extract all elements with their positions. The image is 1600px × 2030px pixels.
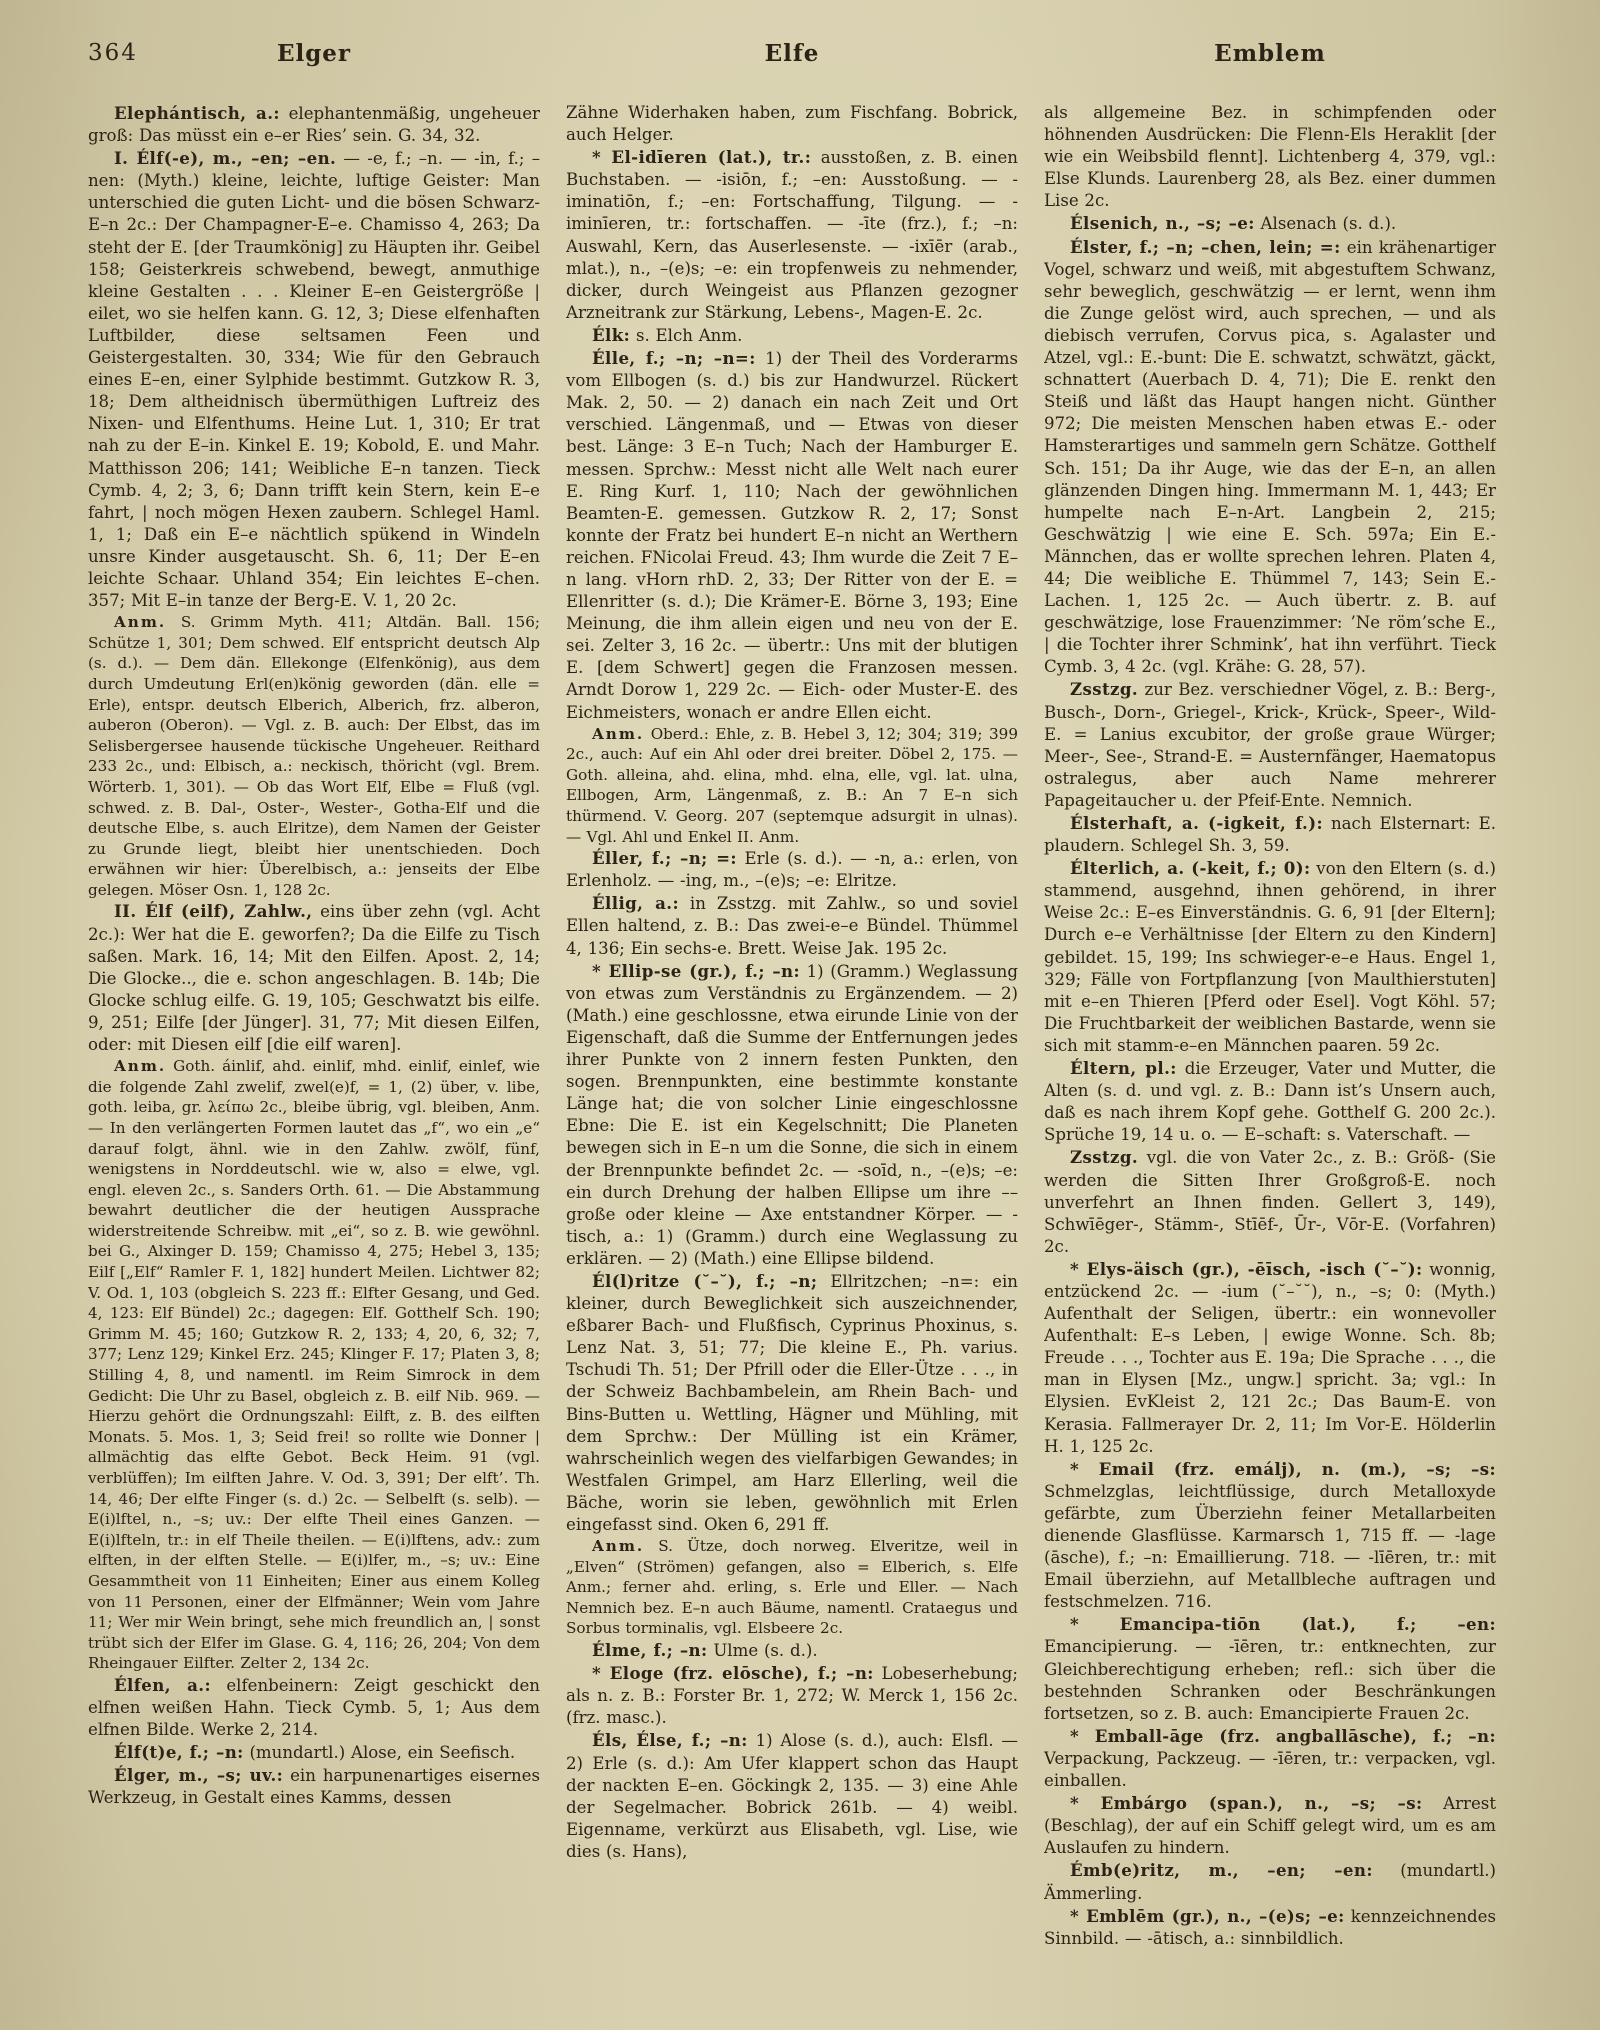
text-columns — [88, 102, 1496, 1992]
dictionary-paragraph: Éller, f.; –n; =: Erle (s. d.). — -n, a.: erlen, von Erlenholz. — -ing, m., –(e)s; –e: Elritze. — [566, 848, 1018, 891]
dictionary-paragraph: * Embárgo (span.), n., –s; –s: Arrest (Beschlag), der auf ein Schiff gelegt wird, um es am Auslaufen zu hindern. — [1044, 1793, 1496, 1858]
entry-headword: * El-idīeren (lat.), tr.: — [592, 147, 812, 168]
dictionary-paragraph: Élterlich, a. (-keit, f.; 0): von den Eltern (s. d.) stammend, ausgehnd, ihnen gehörend, in ihrer Weise 2c.: E–es Einverständnis. G. 6, 91 [der Eltern]; Durch e–e Verhältnisse [der Eltern zu den Kindern] gebildet. 15, 199; Ins schwieger-e–e Haus. Engel 1, 329; Fälle von Fortpflanzung [von Maulthierstuten] mit e–en Thieren [Pferd oder Esel]. Vogt Köhl. 57; Die Fruchtbarkeit der weiblichen Bastarde, wenn sie sich mit stamm-e–en Männchen paaren. 59 2c. — [1044, 858, 1496, 1055]
dictionary-paragraph: Éltern, pl.: die Erzeuger, Vater und Mutter, die Alten (s. d. und vgl. z. B.: Dann ist’s Unsern auch, daß es nach ihrem Kopf gehe. Gotthelf G. 200 2c.). Sprüche 19, 14 u. o. — E–schaft: s. Vaterschaft. — — [1044, 1058, 1496, 1145]
entry-headword: Éller, f.; –n; =: — [592, 848, 737, 869]
entry-headword: Elephántisch, a.: — [114, 103, 280, 123]
dictionary-paragraph: Élsterhaft, a. (-igkeit, f.): nach Elsternart: E. plaudern. Schlegel Sh. 3, 59. — [1044, 813, 1496, 856]
dictionary-paragraph: Élster, f.; –n; –chen, lein; =: ein krähenartiger Vogel, schwarz und weiß, mit abgestuftem Schwanz, sehr beweglich, geschwätzig — er lernt, wenn ihm die Zunge gelöst wird, auch sprechen, — und als diebisch verrufen, Corvus pica, s. Agalaster und Atzel, vgl.: E.-bunt: Die E. schwatzt, schwätzt, gäckt, schnattert (Auerbach D. 4, 71); Die E. renkt den Steiß und läßt das Haupt hangen nicht. Günther 972; Die meisten Menschen haben etwas E.- oder Hamsterartiges und sammeln gern Schätze. Gotthelf Sch. 151; Da ihr Auge, wie das der E–n, an allen glänzenden Dingen hing. Immermann M. 1, 443; Er humpelte nach E–n-Art. Langbein 2, 215; Geschwätzig | wie eine E. Sch. 597a; Ein E.-Männchen, das er wollte sprechen lehren. Platen 4, 44; Die weibliche E. Thümmel 7, 143; Sein E.-Lachen. 1, 125 2c. — Auch übertr. z. B. auf geschwätzige, lose Frauenzimmer: ’Ne röm’sche E., | die Tochter ihrer Schmink’, hat ihn verführt. Tieck Cymb. 3, 4 2c. (vgl. Krähe: G. 28, 57). — [1044, 236, 1496, 677]
entry-headword: Él(l)ritze (˘–˘), f.; –n; — [592, 1270, 818, 1291]
dictionary-paragraph: * Emblēm (gr.), n., –(e)s; –e: kennzeichnendes Sinnbild. — -ātisch, a.: sinnbildlich. — [1044, 1905, 1496, 1948]
dictionary-paragraph: Émb(e)ritz, m., –en; –en: (mundartl.) Ämmerling. — [1044, 1860, 1496, 1903]
entry-headword: Élme, f.; –n: — [592, 1640, 708, 1661]
dictionary-paragraph: Élk: s. Elch Anm. — [592, 324, 743, 345]
entry-headword: II. Élf (eilf), Zahlw., — [114, 901, 313, 922]
dictionary-paragraph: * Email (frz. emálj), n. (m.), –s; –s: Schmelzglas, leichtflüssige, durch Metalloxyde gefärbte, zum Überziehn feiner Metallarbeiten dienende Glasflüsse. Karmarsch 1, 715 ff. — -lage (āsche), f.; –n: Emaillierung. 718. — -līēren, tr.: mit Email überziehn, auf Metallbleche auftragen und festschmelzen. 716. — [1044, 1458, 1496, 1612]
running-head-center: Elfe — [764, 40, 820, 67]
entry-headword: Élf(t)e, f.; –n: — [114, 1742, 244, 1763]
entry-headword: Élfen, a.: — [114, 1674, 211, 1695]
text-column — [566, 102, 1018, 1992]
entry-headword: Élsterhaft, a. (-igkeit, f.): — [1070, 813, 1323, 833]
dictionary-paragraph: Élger, m., –s; uv.: ein harpunenartiges eisernes Werkzeug, in Gestalt eines Kamms, dessen — [88, 1765, 540, 1808]
dictionary-paragraph: Élle, f.; –n; –n=: 1) der Theil des Vorderarms vom Ellbogen (s. d.) bis zur Handwurzel. Rückert Mak. 2, 50. — 2) danach ein nach Zeit und Ort verschied. Längenmaß, und — Etwas von dieser best. Länge: 3 E–n Tuch; Nach der Hamburger E. messen. Sprchw.: Messt nicht alle Welt nach eurer E. Ring Kurf. 1, 110; Nach der gewöhnlichen Beamten-E. gemessen. Gutzkow R. 2, 17; Sonst konnte der Fratz bei hundert E–n nicht an Werthern reichen. FNicolai Freud. 43; Ihm wurde die Zeit 7 E–n lang. vHorn rhD. 2, 33; Der Ritter von der E. = Ellenritter (s. d.); Die Krämer-E. Börne 3, 193; Eine Meinung, die ihm allein eigen und neu von der E. sei. Zelter 3, 16 2c. — übertr.: Uns mit der blutigen E. [dem Schwert] gegen die Franzosen messen. Arndt Dorow 1, 229 2c. — Eich- oder Muster-E. des Eichmeisters, wonach er andre Ellen eicht. — [566, 348, 1018, 722]
dictionary-paragraph: Élf(t)e, f.; –n: (mundartl.) Alose, ein Seefisch. — [114, 1742, 516, 1763]
entry-headword: Élster, f.; –n; –chen, lein; =: — [1070, 236, 1341, 257]
dictionary-paragraph: * Eloge (frz. elōsche), f.; –n: Lobeserhebung; als n. z. B.: Forster Br. 1, 272; W. Merck 1, 156 2c. (frz. masc.). — [566, 1663, 1018, 1728]
dictionary-paragraph: * Emancipa-tiōn (lat.), f.; –en: Emancipierung. — -īēren, tr.: entknechten, zur Gleichberechtigung erheben; refl.: sich über die bestehnden Schranken oder Beschränkungen fortsetzen, so z. B. auch: Emancipierte Frauen 2c. — [1044, 1614, 1496, 1723]
dictionary-paragraph: I. Élf(-e), m., –en; –en. — -e, f.; –n. — -in, f.; –nen: (Myth.) kleine, leichte, luftige Geister: Man unterschied die guten Licht- und die bösen Schwarz-E–n 2c.: Der Champagner-E–e. Chamisso 4, 263; Da steht der E. [der Traumkönig] zu Häupten ihr. Geibel 158; Geisterkreis schwebend, bewegt, anmuthige kleine Gestalten . . . Kleiner E–en Geistergröße | eilet, wo sie helfen kann. G. 12, 3; Diese elfenhaften Luftbilder, diese seltsamen Feen und Geistergestalten. 30, 334; Wie für den Gebrauch eines E–en, einer Sylphide bestimmt. Gutzkow R. 3, 18; Dem altheidnisch übermüthigen Luftreiz des Nixen- und Elfenthums. Heine Lut. 1, 310; Er trat nah zu der E–in. Kinkel E. 19; Kobold, E. und Mahr. Matthisson 206; 141; Weibliche E–n tanzen. Tieck Cymb. 4, 2; 3, 6; Dann trifft kein Stern, kein E–e fahrt, | noch mögen Hexen zaubern. Schlegel Haml. 1, 1; Daß ein E–e nächtlich spükend in Windeln unsre Kinder ausgetauscht. Sh. 6, 11; Der E–en leichte Schaar. Uhland 354; Ein leichtes E–chen. 357; Mit E–in tanze der Berg-E. V. 1, 20 2c. — [88, 148, 540, 611]
entry-headword: * Embárgo (span.), n., –s; –s: — [1070, 1793, 1423, 1814]
entry-headword: Anm. — [592, 724, 645, 743]
text-column — [88, 102, 540, 1992]
entry-headword: I. Élf(-e), m., –en; –en. — [114, 148, 337, 169]
text-column — [1044, 102, 1496, 1992]
dictionary-paragraph: Él(l)ritze (˘–˘), f.; –n; Ellritzchen; –n=: ein kleiner, durch Beweglichkeit sich auszeichnender, eßbarer Bach- und Flußfisch, Cyprinus Phoxinus, s. Lenz Nat. 3, 51; 77; Die kleine E., Ph. varius. Tschudi Th. 51; Der Pfrill oder die Eller-Ütze . . ., in der Schweiz Bachbambelein, am Rhein Bach- und Bins-Butten u. Wettling, Hägner und Mühling, mit dem Sprchw.: Der Mülling ist ein Krämer, wahrscheinlich wegen des vielfarbigen Gewandes; in Westfalen Grimpel, am Harz Ellerling, weil die Bäche, worin sie leben, gewöhnlich mit Erlen eingefasst sind. Oken 6, 291 ff. — [566, 1270, 1018, 1534]
entry-headword: Élk: — [592, 324, 631, 345]
dictionary-paragraph: Élme, f.; –n: Ulme (s. d.). — [592, 1640, 818, 1661]
dictionary-paragraph: * Elys-äisch (gr.), -ēīsch, -isch (˘–˘): wonnig, entzückend 2c. — -ium (˘–˘˘), n., –s; 0: (Myth.) Aufenthalt der Seligen, übertr.: ein wonnevoller Aufenthalt: E–s Leben, | ewige Wonne. Sch. 8b; Freude . . ., Tochter aus E. 19a; Die Sprache . . ., die man in Elysen [Mz., ungw.] spricht. 3a; vgl.: In Elysien. EvKleist 2, 121 2c.; Das Baum-E. von Kerasia. Fallmerayer Dr. 2, 11; Im Vor-E. Hölderlin H. 1, 125 2c. — [1044, 1258, 1496, 1456]
entry-headword: * Ellip-se (gr.), f.; –n: — [592, 960, 801, 981]
entry-headword: * Emancipa-tiōn (lat.), f.; –en: — [1070, 1614, 1496, 1635]
entry-headword: Élle, f.; –n; –n=: — [592, 348, 756, 369]
entry-headword: * Emball-āge (frz. angballāsche), f.; –n: — [1070, 1725, 1496, 1746]
running-head-left: Elger — [276, 40, 352, 67]
dictionary-paragraph: Zsstzg. vgl. die von Vater 2c., z. B.: Größ- (Sie werden die Sitten Ihrer Großgroß-E. noch unverfehrt an Ihnen finden. Gellert 3, 149), Schwīēger-, Stämm-, Stīēf-, Ūr-, Vōr-E. (Vorfahren) 2c. — [1044, 1147, 1496, 1256]
entry-headword: * Emblēm (gr.), n., –(e)s; –e: — [1070, 1905, 1345, 1926]
entry-headword: Élterlich, a. (-keit, f.; 0): — [1070, 858, 1311, 879]
running-heads — [88, 40, 1496, 67]
dictionary-paragraph: Zähne Widerhaken haben, zum Fischfang. Bobrick, auch Helger. — [566, 103, 1018, 145]
running-head-right: Emblem — [1214, 40, 1326, 67]
dictionary-paragraph: Anm. S. Ütze, doch norweg. Elveritze, weil in „Elven“ (Strömen) gefangen, also = Elberich, s. Elfe Anm.; ferner ahd. erling, s. Erle und Eller. — Nach Nemnich bez. E–n auch Bäume, namentl. Crataegus und Sorbus torminalis, vgl. Elsbeere 2c. — [566, 1537, 1018, 1638]
dictionary-paragraph: Anm. Goth. áinlif, ahd. einlif, mhd. einlif, einlef, wie die folgende Zahl zwelif, zwel(e)f, = 1, (2) über, v. libe, goth. leiba, gr. λείπω 2c., bleibe übrig, vgl. bleiben, Anm. — In den verlängerten Formen lautet das „f“, wo ein „e“ darauf folgt, ähnl. wie in den Zahlw. zwölf, fünf, wenigstens in Norddeutschl. wie w, also = elwe, vgl. engl. eleven 2c., s. Sanders Orth. 61. — Die Abstammung bewahrt deutlicher die der heutigen Aussprache widerstreitende Schreibw. mit „ei“, so z. B. wie gewöhnl. bei G., Alxinger D. 159; Chamisso 4, 275; Hebel 3, 135; Eilf [„Elf“ Ramler F. 1, 182] hundert Meilen. Lichtwer 82; V. Od. 1, 103 (obgleich S. 223 ff.: Elfter Gesang, und Ged. 4, 123: Elf Bündel) 2c.; dagegen: Elf. Gotthelf Sch. 190; Grimm M. 45; 160; Gutzkow R. 2, 133; 4, 20, 6, 32; 7, 377; Lenz 129; Kinkel Erz. 245; Klinger F. 17; Platen 3, 8; Stilling 4, 8, und namentl. im Reim Simrock in dem Gedicht: Die Uhr zu Basel, obgleich z. B. eilf Nib. 969. — Hierzu gehört die Ordnungszahl: Eilft, z. B. des eilften Monats. 5. Mos. 1, 3; Seid frei! so rollte wie Donner | allmächtig das elfte Gebot. Beck Heim. 91 (vgl. verblüffen); Im eilften Jahre. V. Od. 3, 391; Der elft’. Th. 14, 46; Der elfte Finger (s. d.) 2c. — Selbelft (s. selb). — E(i)lftel, n., –s; uv.: Der elfte Theil eines Ganzen. — E(i)lfteln, tr.: in elf Theile theilen. — E(i)lftens, adv.: zum elften, in der elften Stelle. — E(i)lfer, m., –s; uv.: Eine Gesammtheit von 11 Einheiten; Einer aus einem Kolleg von 11 Personen, einer der Elfmänner; Wein vom Jahre 11; Wer mir Wein bringt, sehe mich freundlich an, | sonst trübt sich der Elfer im Glase. G. 4, 116; 26, 204; Von dem Rheingauer Eilfter. Zelter 2, 134 2c. — [88, 1057, 540, 1673]
dictionary-paragraph: Elephántisch, a.: elephantenmäßig, ungeheuer groß: Das müsst ein e–er Ries’ sein. G. 34, 32. — [88, 103, 540, 146]
entry-headword: Anm. — [114, 613, 167, 632]
dictionary-paragraph: Anm. S. Grimm Myth. 411; Altdän. Ball. 156; Schütze 1, 301; Dem schwed. Elf entspricht deutsch Alp (s. d.). — Dem dän. Ellekonge (Elfenkönig), aus dem durch Umdeutung Erl(en)könig geworden (dän. elle = Erle), entspr. deutsch Elberich, Alberich, frz. alberon, auberon (Oberon). — Vgl. z. B. auch: Der Elbst, das im Selisbergersee hausende tückische Ungeheuer. Reithard 233 2c., und: Elbisch, a.: neckisch, thöricht (vgl. Brem. Wörterb. 1, 301). — Ob das Wort Elf, Elbe = Fluß (vgl. schwed. z. B. Dal-, Oster-, Wester-, Gotha-Elf und die deutsche Elbe, s. auch Elritze), dem Namen der Geister zu Grunde liegt, bleibt hier unentschieden. Doch erwähnen wir hier: Überelbisch, a.: jenseits der Elbe gelegen. Möser Osn. 1, 128 2c. — [88, 613, 540, 899]
dictionary-paragraph: Élfen, a.: elfenbeinern: Zeigt geschickt den elfnen weißen Hahn. Tieck Cymb. 5, 1; Aus dem elfnen Bilde. Werke 2, 214. — [88, 1674, 540, 1740]
entry-headword: * Elys-äisch (gr.), -ēīsch, -isch (˘–˘): — [1070, 1258, 1423, 1279]
dictionary-paragraph: Zsstzg. zur Bez. verschiedner Vögel, z. B.: Berg-, Busch-, Dorn-, Griegel-, Krick-, Krück-, Speer-, Wild-E. = Lanius excubitor, der große graue Würger; Meer-, See-, Strand-E. = Austernfänger, Haematopus ostralegus, aber auch Name mehrerer Papageitaucher u. der Pfeif-Ente. Nemnich. — [1044, 679, 1496, 810]
dictionary-paragraph: Éls, Élse, f.; –n: 1) Alose (s. d.), auch: Elsfl. — 2) Erle (s. d.): Am Ufer klappert schon das Haupt der nackten E–en. Göckingk 2, 135. — 3) eine Ahle der Segelmacher. Bobrick 261b. — 4) weibl. Eigenname, verkürzt aus Elisabeth, vgl. Lise, wie dies (s. Hans), — [566, 1730, 1018, 1861]
entry-headword: * Email (frz. emálj), n. (m.), –s; –s: — [1070, 1458, 1496, 1479]
entry-headword: Éllig, a.: — [592, 893, 680, 914]
entry-headword: Élger, m., –s; uv.: — [114, 1765, 284, 1786]
page-number: 364 — [88, 40, 138, 66]
dictionary-paragraph: Anm. Oberd.: Ehle, z. B. Hebel 3, 12; 304; 319; 399 2c., auch: Auf ein Ahl oder drei breiter. Döbel 2, 175. — Goth. alleina, ahd. elina, mhd. elna, elle, vgl. lat. ulna, Ellbogen, Arm, Längenmaß, z. B.: An 7 E–n sich thürmend. V. Georg. 207 (septemque adsurgit in ulnas). — Vgl. Ahl und Enkel II. Anm. — [566, 724, 1018, 846]
entry-headword: Éls, Élse, f.; –n: — [592, 1730, 748, 1751]
entry-headword: Anm. — [114, 1057, 167, 1076]
dictionary-paragraph: * Emball-āge (frz. angballāsche), f.; –n: Verpackung, Packzeug. — -īēren, tr.: verpacken, vgl. einballen. — [1044, 1725, 1496, 1791]
entry-headword: Zsstzg. — [1070, 679, 1139, 700]
entry-headword: Zsstzg. — [1070, 1147, 1139, 1168]
dictionary-paragraph: * Ellip-se (gr.), f.; –n: 1) (Gramm.) Weglassung von etwas zum Verständnis zu Ergänzendem. — 2) (Math.) eine geschlossne, etwa eirunde Linie von der Eigenschaft, daß die Summe der Entfernungen jedes ihrer Punkte von 2 innern festen Punkten, den sogen. Brennpunkten, eine bestimmte konstante Länge hat; die von solcher Linie eingeschlossne Ebne: Die E. ist ein Kegelschnitt; Die Planeten bewegen sich in E–n um die Sonne, die sich in einem der Brennpunkte befindet 2c. — -soīd, n., –(e)s; –e: ein durch Drehung der halben Ellipse um ihre –– große oder kleine — Axe entstandner Körper. — -tisch, a.: 1) (Gramm.) durch eine Weglassung zu erklären. — 2) (Math.) eine Ellipse bildend. — [566, 960, 1018, 1268]
dictionary-paragraph: Élsenich, n., –s; –e: Alsenach (s. d.). — [1070, 213, 1397, 234]
entry-headword: Anm. — [592, 1537, 645, 1556]
dictionary-paragraph: * El-idīeren (lat.), tr.: ausstoßen, z. B. einen Buchstaben. — -isiōn, f.; –en: Ausstoßung. — -iminatiōn, f.; –en: Fortschaffung, Tilgung. — -iminīeren, tr.: fortschaffen. — -īte (frz.), f.; –n: Auswahl, Kern, das Auserlesenste. — -ixīēr (arab., mlat.), n., –(e)s; –e: ein tropfenweis zu nehmender, dicker, durch Weingeist aus Pflanzen gezogner Arzneitrank zur Stärkung, Lebens-, Magen-E. 2c. — [566, 147, 1018, 322]
entry-headword: Émb(e)ritz, m., –en; –en: — [1070, 1860, 1373, 1881]
dictionary-paragraph: II. Élf (eilf), Zahlw., eins über zehn (vgl. Acht 2c.): Wer hat die E. geworfen?; Da die Eilfe zu Tisch saßen. Mark. 16, 14; Mit den Eilfen. Apost. 2, 14; Die Glocke.., die e. schon angeschlagen. B. 14b; Die Glocke schlug eilfe. G. 19, 105; Geschwatzt bis eilfe. 9, 251; Eilfe [der Jünger]. 31, 77; Mit diesen Eilfen, oder: mit Diesen eilf [die eilf waren]. — [88, 901, 540, 1055]
dictionary-paragraph: als allgemeine Bez. in schimpfenden oder höhnenden Ausdrücken: Die Flenn-Els Heraklit [der wie ein Weibsbild flennt]. Lichtenberg 4, 379, vgl.: Else Klunds. Laurenberg 28, als Bez. einer dummen Lise 2c. — [1044, 103, 1496, 211]
dictionary-paragraph: Éllig, a.: in Zsstzg. mit Zahlw., so und soviel Ellen haltend, z. B.: Das zwei-e–e Bündel. Thümmel 4, 136; Ein sechs-e. Brett. Weise Jak. 195 2c. — [566, 893, 1018, 958]
entry-headword: Éltern, pl.: — [1070, 1058, 1177, 1079]
entry-headword: * Eloge (frz. elōsche), f.; –n: — [592, 1663, 874, 1684]
entry-headword: Élsenich, n., –s; –e: — [1070, 213, 1255, 234]
